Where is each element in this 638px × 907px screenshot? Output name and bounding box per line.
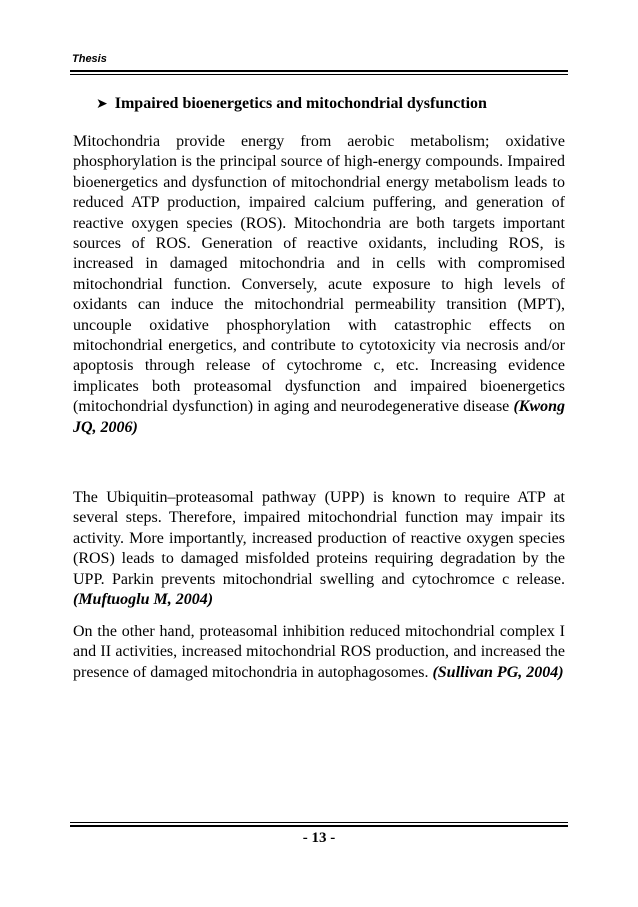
paragraph-3-citation: (Sullivan PG, 2004) bbox=[432, 663, 564, 681]
header-rule-thin bbox=[70, 74, 568, 75]
arrow-bullet-icon: ➤ bbox=[96, 96, 108, 112]
paragraph-3 bbox=[73, 622, 565, 683]
header-rule-thick bbox=[70, 70, 568, 72]
footer-rule-thin bbox=[70, 822, 568, 823]
paragraph-3-text: On the other hand, proteasomal inhibition reduced mitochondrial complex I and II activities, increased mitochondrial ROS production, and increased the presence of damaged mitochondria in autophagosomes. bbox=[73, 623, 565, 681]
paragraph-2-citation: (Muftuoglu M, 2004) bbox=[73, 591, 214, 609]
paragraph-1 bbox=[73, 132, 565, 438]
header-label: Thesis bbox=[72, 53, 107, 65]
section-heading bbox=[96, 95, 487, 113]
footer-rule-thick bbox=[70, 825, 568, 827]
paragraph-2 bbox=[73, 488, 565, 610]
paragraph-2-text: The Ubiquitin–proteasomal pathway (UPP) is known to require ATP at several steps. Therefore, impaired mitochondrial function may impair its activity. More importantly, increased production of reactive oxygen species (ROS) leads to damaged misfolded proteins requiring degradation by the UPP. Parkin prevents mitochondrial swelling and cytochromce c release. bbox=[73, 489, 565, 588]
section-title: Impaired bioenergetics and mitochondrial dysfunction bbox=[114, 95, 487, 112]
page-number: - 13 - bbox=[302, 830, 336, 846]
paragraph-1-citation: (Kwong JQ, 2006) bbox=[73, 398, 566, 436]
paragraph-1-text: Mitochondria provide energy from aerobic metabolism; oxidative phosphorylation is the principal source of high-energy compounds. Impaired bioenergetics and dysfunction of mitochondrial energy metabolism leads to reduced ATP production, impaired calcium puffering, and generation of reactive oxygen species (ROS). Mitochondria are both targets important sources of ROS. Generation of reactive oxidants, including ROS, is increased in damaged mitochondria and in cells with compromised mitochondrial function. Conversely, acute exposure to high levels of oxidants can induce the mitochondrial permeability transition (MPT), uncouple oxidative phosphorylation with catastrophic effects on mitochondrial energetics, and contribute to cytotoxicity via necrosis and/or apoptosis through release of cytochrome c, etc. Increasing evidence implicates both proteasomal dysfunction and impaired bioenergetics (mitochondrial dysfunction) in aging and neurodegenerative disease bbox=[73, 133, 565, 416]
